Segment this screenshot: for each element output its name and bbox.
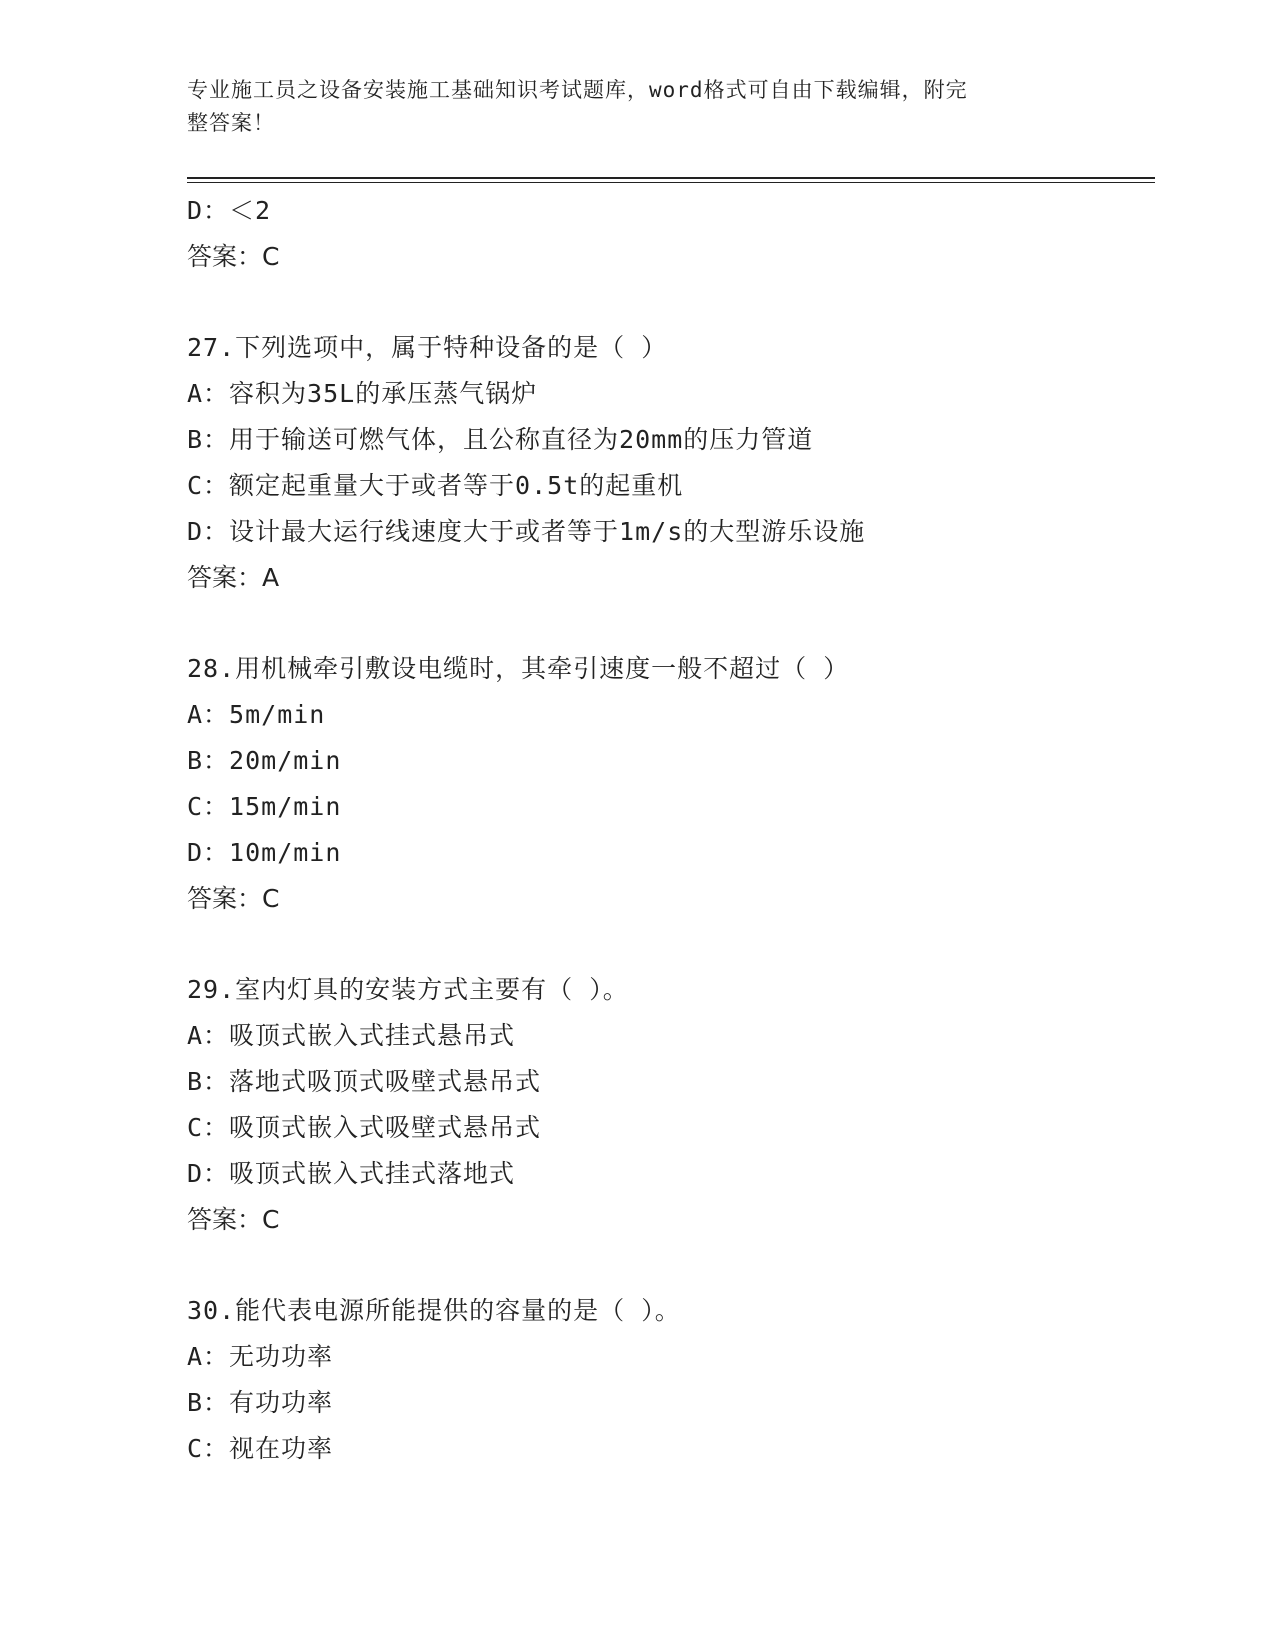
question-30-option-b: B：有功功率 (187, 1388, 334, 1417)
question-28-stem: 28.用机械牵引敷设电缆时，其牵引速度一般不超过（ ） (187, 654, 850, 683)
question-27-answer: 答案：A (187, 563, 280, 592)
question-27-option-c: C：额定起重量大于或者等于0.5t的起重机 (187, 471, 684, 500)
question-29-stem: 29.室内灯具的安装方式主要有（ ）。 (187, 975, 629, 1004)
question-30-stem: 30.能代表电源所能提供的容量的是（ ）。 (187, 1296, 681, 1325)
question-29-answer: 答案：C (187, 1205, 280, 1234)
header-divider-thick (187, 177, 1155, 179)
question-29-option-d: D：吸顶式嵌入式挂式落地式 (187, 1159, 516, 1188)
question-27-option-d: D：设计最大运行线速度大于或者等于1m/s的大型游乐设施 (187, 517, 866, 546)
document-header (187, 74, 1067, 140)
question-29-option-c: C：吸顶式嵌入式吸壁式悬吊式 (187, 1113, 542, 1142)
question-28-option-b: B：20m/min (187, 746, 342, 775)
question-list (187, 188, 1187, 1472)
question-28-option-d: D：10m/min (187, 838, 342, 867)
question-27-option-b: B：用于输送可燃气体，且公称直径为20mm的压力管道 (187, 425, 814, 454)
question-29-option-b: B：落地式吸顶式吸壁式悬吊式 (187, 1067, 542, 1096)
question-27-stem: 27.下列选项中，属于特种设备的是（ ） (187, 333, 668, 362)
question-28-answer: 答案：C (187, 884, 280, 913)
question-28-option-a: A：5m/min (187, 700, 326, 729)
question-30-option-a: A：无功功率 (187, 1342, 334, 1371)
answer-prev: 答案：C (187, 242, 280, 271)
question-29-option-a: A：吸顶式嵌入式挂式悬吊式 (187, 1021, 516, 1050)
question-28-option-c: C：15m/min (187, 792, 342, 821)
header-divider-thin (187, 182, 1155, 183)
question-30-option-c: C：视在功率 (187, 1434, 334, 1463)
header-line-2: 整答案！ (187, 111, 275, 135)
option-d-prev: D：＜2 (187, 196, 272, 225)
header-line-1: 专业施工员之设备安装施工基础知识考试题库，word格式可自由下载编辑，附完 (187, 78, 968, 102)
question-27-option-a: A：容积为35L的承压蒸气锅炉 (187, 379, 538, 408)
